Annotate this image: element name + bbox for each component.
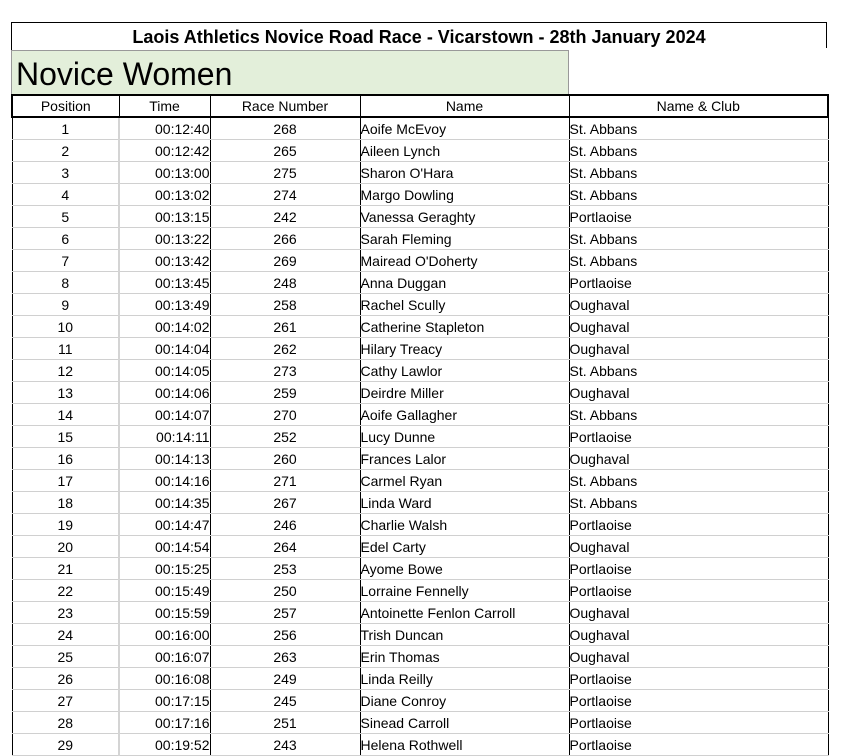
position-cell: 16 <box>12 448 119 470</box>
column-header-name: Name <box>360 95 569 117</box>
column-header-time: Time <box>119 95 210 117</box>
club-cell: Oughaval <box>569 338 828 360</box>
race-number-cell: 260 <box>210 448 360 470</box>
header-row <box>12 95 828 117</box>
time-cell: 00:16:08 <box>119 668 210 690</box>
table-row <box>12 250 828 272</box>
table-row <box>12 316 828 338</box>
position-cell: 9 <box>12 294 119 316</box>
time-cell: 00:12:40 <box>119 117 210 140</box>
position-cell: 29 <box>12 734 119 756</box>
club-cell: St. Abbans <box>569 162 828 184</box>
race-number-cell: 270 <box>210 404 360 426</box>
runner-name-cell: Sinead Carroll <box>360 712 569 734</box>
time-cell: 00:13:45 <box>119 272 210 294</box>
position-cell: 23 <box>12 602 119 624</box>
table-row <box>12 338 828 360</box>
club-cell: Portlaoise <box>569 558 828 580</box>
time-cell: 00:13:22 <box>119 228 210 250</box>
time-cell: 00:17:15 <box>119 690 210 712</box>
document-title: Laois Athletics Novice Road Race - Vicarstown - 28th January 2024 <box>132 27 706 47</box>
race-number-cell: 267 <box>210 492 360 514</box>
table-row <box>12 690 828 712</box>
runner-name-cell: Antoinette Fenlon Carroll <box>360 602 569 624</box>
table-row <box>12 228 828 250</box>
results-body <box>12 117 828 756</box>
table-row <box>12 426 828 448</box>
position-cell: 28 <box>12 712 119 734</box>
table-row <box>12 646 828 668</box>
runner-name-cell: Sharon O'Hara <box>360 162 569 184</box>
runner-name-cell: Trish Duncan <box>360 624 569 646</box>
position-cell: 13 <box>12 382 119 404</box>
runner-name-cell: Linda Ward <box>360 492 569 514</box>
time-cell: 00:13:00 <box>119 162 210 184</box>
time-cell: 00:14:07 <box>119 404 210 426</box>
position-cell: 10 <box>12 316 119 338</box>
time-cell: 00:14:05 <box>119 360 210 382</box>
race-number-cell: 275 <box>210 162 360 184</box>
runner-name-cell: Hilary Treacy <box>360 338 569 360</box>
position-cell: 2 <box>12 140 119 162</box>
table-row <box>12 404 828 426</box>
club-cell: St. Abbans <box>569 117 828 140</box>
race-number-cell: 245 <box>210 690 360 712</box>
time-cell: 00:13:02 <box>119 184 210 206</box>
table-row <box>12 272 828 294</box>
club-cell: Oughaval <box>569 316 828 338</box>
runner-name-cell: Aileen Lynch <box>360 140 569 162</box>
race-number-cell: 274 <box>210 184 360 206</box>
runner-name-cell: Cathy Lawlor <box>360 360 569 382</box>
runner-name-cell: Deirdre Miller <box>360 382 569 404</box>
runner-name-cell: Aoife McEvoy <box>360 117 569 140</box>
position-cell: 12 <box>12 360 119 382</box>
club-cell: St. Abbans <box>569 184 828 206</box>
race-number-cell: 243 <box>210 734 360 756</box>
table-row <box>12 514 828 536</box>
position-cell: 8 <box>12 272 119 294</box>
time-cell: 00:15:59 <box>119 602 210 624</box>
category-header <box>11 50 569 96</box>
table-row <box>12 580 828 602</box>
sheet-right-border <box>826 22 827 48</box>
runner-name-cell: Anna Duggan <box>360 272 569 294</box>
race-number-cell: 266 <box>210 228 360 250</box>
club-cell: Oughaval <box>569 448 828 470</box>
time-cell: 00:15:25 <box>119 558 210 580</box>
time-cell: 00:14:11 <box>119 426 210 448</box>
table-row <box>12 668 828 690</box>
runner-name-cell: Helena Rothwell <box>360 734 569 756</box>
position-cell: 1 <box>12 117 119 140</box>
runner-name-cell: Rachel Scully <box>360 294 569 316</box>
position-cell: 5 <box>12 206 119 228</box>
sheet-top-border <box>11 22 827 23</box>
club-cell: St. Abbans <box>569 360 828 382</box>
runner-name-cell: Lucy Dunne <box>360 426 569 448</box>
race-number-cell: 256 <box>210 624 360 646</box>
time-cell: 00:13:15 <box>119 206 210 228</box>
runner-name-cell: Ayome Bowe <box>360 558 569 580</box>
position-cell: 11 <box>12 338 119 360</box>
runner-name-cell: Mairead O'Doherty <box>360 250 569 272</box>
club-cell: Portlaoise <box>569 734 828 756</box>
position-cell: 27 <box>12 690 119 712</box>
club-cell: Oughaval <box>569 602 828 624</box>
race-number-cell: 259 <box>210 382 360 404</box>
race-number-cell: 263 <box>210 646 360 668</box>
table-row <box>12 140 828 162</box>
club-cell: Portlaoise <box>569 580 828 602</box>
position-cell: 7 <box>12 250 119 272</box>
runner-name-cell: Sarah Fleming <box>360 228 569 250</box>
position-cell: 3 <box>12 162 119 184</box>
category-title: Novice Women <box>16 56 233 92</box>
club-cell: Portlaoise <box>569 712 828 734</box>
club-cell: Oughaval <box>569 382 828 404</box>
table-row <box>12 536 828 558</box>
race-number-cell: 242 <box>210 206 360 228</box>
time-cell: 00:14:47 <box>119 514 210 536</box>
table-row <box>12 162 828 184</box>
race-number-cell: 258 <box>210 294 360 316</box>
time-cell: 00:14:04 <box>119 338 210 360</box>
table-row <box>12 360 828 382</box>
column-header-race-number: Race Number <box>210 95 360 117</box>
runner-name-cell: Aoife Gallagher <box>360 404 569 426</box>
runner-name-cell: Catherine Stapleton <box>360 316 569 338</box>
table-row <box>12 734 828 756</box>
time-cell: 00:16:07 <box>119 646 210 668</box>
race-number-cell: 246 <box>210 514 360 536</box>
table-row <box>12 206 828 228</box>
club-cell: St. Abbans <box>569 228 828 250</box>
runner-name-cell: Erin Thomas <box>360 646 569 668</box>
position-cell: 24 <box>12 624 119 646</box>
runner-name-cell: Vanessa Geraghty <box>360 206 569 228</box>
club-cell: St. Abbans <box>569 140 828 162</box>
club-cell: Portlaoise <box>569 272 828 294</box>
race-number-cell: 248 <box>210 272 360 294</box>
race-number-cell: 269 <box>210 250 360 272</box>
race-number-cell: 257 <box>210 602 360 624</box>
runner-name-cell: Lorraine Fennelly <box>360 580 569 602</box>
time-cell: 00:14:02 <box>119 316 210 338</box>
position-cell: 17 <box>12 470 119 492</box>
position-cell: 20 <box>12 536 119 558</box>
club-cell: Oughaval <box>569 536 828 558</box>
time-cell: 00:16:00 <box>119 624 210 646</box>
club-cell: Portlaoise <box>569 668 828 690</box>
position-cell: 21 <box>12 558 119 580</box>
table-row <box>12 602 828 624</box>
table-row <box>12 712 828 734</box>
time-cell: 00:14:54 <box>119 536 210 558</box>
club-cell: Portlaoise <box>569 514 828 536</box>
table-row <box>12 117 828 140</box>
time-cell: 00:15:49 <box>119 580 210 602</box>
time-cell: 00:14:35 <box>119 492 210 514</box>
club-cell: Portlaoise <box>569 426 828 448</box>
results-table <box>11 94 829 756</box>
race-number-cell: 264 <box>210 536 360 558</box>
table-row <box>12 492 828 514</box>
position-cell: 15 <box>12 426 119 448</box>
time-cell: 00:14:16 <box>119 470 210 492</box>
table-row <box>12 470 828 492</box>
race-number-cell: 249 <box>210 668 360 690</box>
runner-name-cell: Charlie Walsh <box>360 514 569 536</box>
time-cell: 00:12:42 <box>119 140 210 162</box>
column-header-club: Name & Club <box>569 95 828 117</box>
club-cell: St. Abbans <box>569 492 828 514</box>
table-row <box>12 624 828 646</box>
time-cell: 00:14:06 <box>119 382 210 404</box>
position-cell: 25 <box>12 646 119 668</box>
table-row <box>12 382 828 404</box>
race-number-cell: 253 <box>210 558 360 580</box>
race-number-cell: 273 <box>210 360 360 382</box>
position-cell: 22 <box>12 580 119 602</box>
club-cell: Portlaoise <box>569 690 828 712</box>
runner-name-cell: Frances Lalor <box>360 448 569 470</box>
position-cell: 14 <box>12 404 119 426</box>
position-cell: 18 <box>12 492 119 514</box>
table-row <box>12 558 828 580</box>
position-cell: 6 <box>12 228 119 250</box>
club-cell: St. Abbans <box>569 470 828 492</box>
table-row <box>12 294 828 316</box>
race-number-cell: 261 <box>210 316 360 338</box>
runner-name-cell: Edel Carty <box>360 536 569 558</box>
table-row <box>12 448 828 470</box>
time-cell: 00:14:13 <box>119 448 210 470</box>
race-number-cell: 262 <box>210 338 360 360</box>
table-row <box>12 184 828 206</box>
race-number-cell: 250 <box>210 580 360 602</box>
race-number-cell: 268 <box>210 117 360 140</box>
race-number-cell: 252 <box>210 426 360 448</box>
race-number-cell: 251 <box>210 712 360 734</box>
time-cell: 00:13:42 <box>119 250 210 272</box>
column-header-position: Position <box>12 95 119 117</box>
time-cell: 00:13:49 <box>119 294 210 316</box>
position-cell: 4 <box>12 184 119 206</box>
race-number-cell: 271 <box>210 470 360 492</box>
time-cell: 00:19:52 <box>119 734 210 756</box>
club-cell: Oughaval <box>569 624 828 646</box>
club-cell: St. Abbans <box>569 404 828 426</box>
position-cell: 19 <box>12 514 119 536</box>
club-cell: Oughaval <box>569 294 828 316</box>
club-cell: Portlaoise <box>569 206 828 228</box>
race-number-cell: 265 <box>210 140 360 162</box>
time-cell: 00:17:16 <box>119 712 210 734</box>
runner-name-cell: Diane Conroy <box>360 690 569 712</box>
club-cell: Oughaval <box>569 646 828 668</box>
position-cell: 26 <box>12 668 119 690</box>
club-cell: St. Abbans <box>569 250 828 272</box>
runner-name-cell: Linda Reilly <box>360 668 569 690</box>
runner-name-cell: Carmel Ryan <box>360 470 569 492</box>
runner-name-cell: Margo Dowling <box>360 184 569 206</box>
